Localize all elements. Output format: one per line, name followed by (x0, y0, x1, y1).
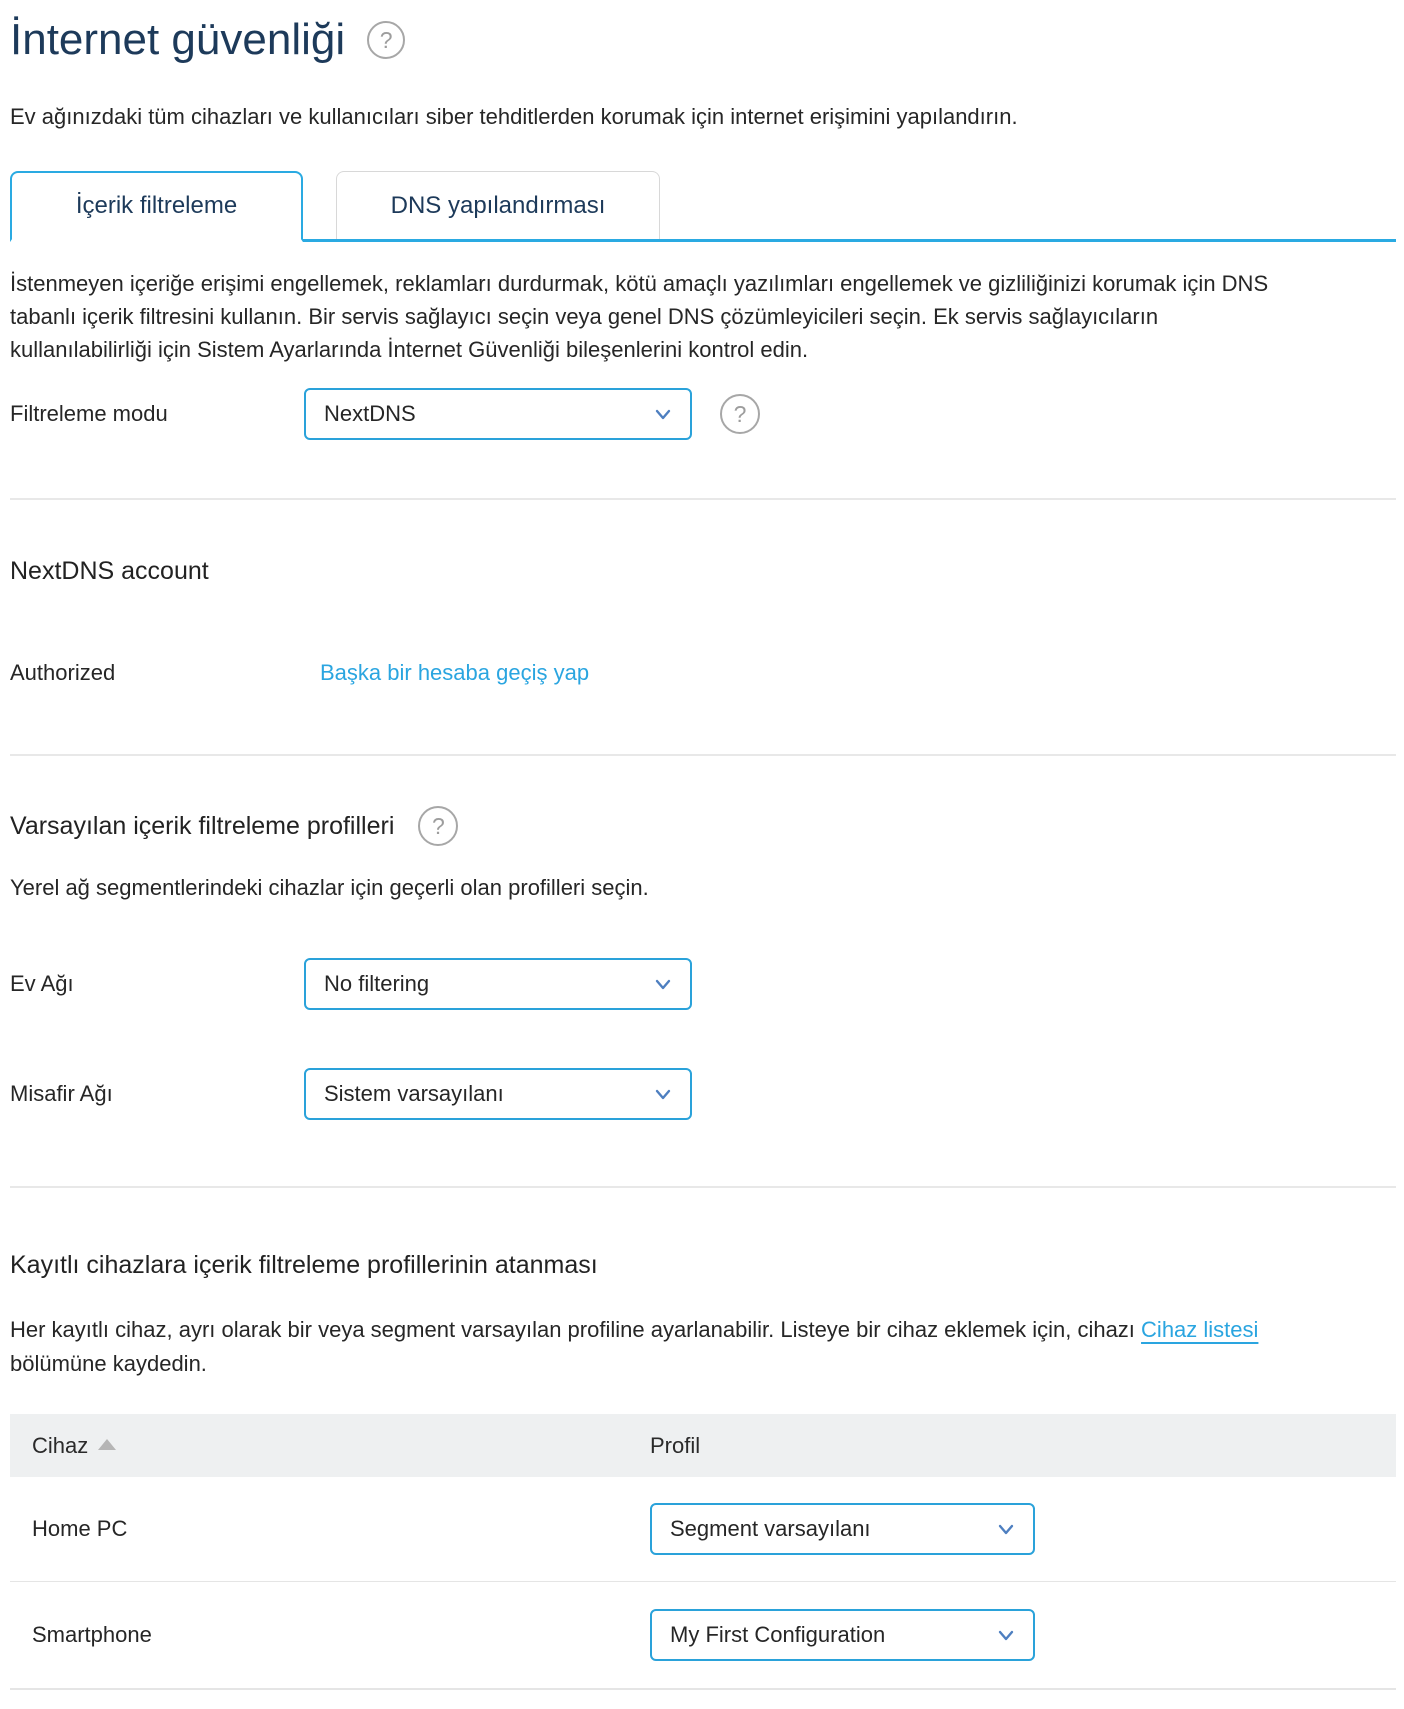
content-filtering-description: İstenmeyen içeriğe erişimi engellemek, reklamları durdurmak, kötü amaçlı yazılımları engellemek ve gizliliğinizi korumak için DNS tabanlı içerik filtresini kullanın. Bir servis sağlayıcı seçin veya genel DNS çözümleyicileri seçin. Ek servis sağlayıcıların kullanılabilirliği için Sistem Ayarlarında İnternet Güvenliği bileşenlerini kontrol edin. (10, 271, 1269, 362)
home-network-label: Ev Ağı (10, 971, 74, 996)
chevron-down-icon (652, 973, 674, 995)
chevron-down-icon (995, 1518, 1017, 1540)
filtering-mode-value: NextDNS (324, 401, 416, 426)
home-network-profile-value: No filtering (324, 971, 430, 996)
device-profile-select[interactable] (650, 1503, 1035, 1555)
device-profile-select[interactable] (650, 1609, 1035, 1661)
tab-bar (10, 171, 1396, 242)
device-profiles-description (10, 1313, 1296, 1381)
tab-label: İçerik filtreleme (75, 192, 238, 219)
filtering-mode-select[interactable] (304, 388, 692, 440)
chevron-down-icon (652, 1083, 674, 1105)
tab-label: DNS yapılandırması (390, 191, 606, 219)
description-text: Her kayıtlı cihaz, ayrı olarak bir veya segment varsayılan profiline ayarlanabilir. Listeye bir cihaz eklemek için, cihazı (10, 1317, 1135, 1342)
description-text: bölümüne kaydedin. (10, 1351, 207, 1376)
page-title: İnternet güvenliği (10, 15, 346, 64)
table-row (10, 1582, 1396, 1690)
guest-network-profile-select[interactable] (304, 1068, 692, 1120)
device-profile-value: Segment varsayılanı (670, 1516, 871, 1541)
default-profiles-header (10, 806, 1396, 846)
default-profiles-heading: Varsayılan içerik filtreleme profilleri (10, 812, 395, 840)
nextdns-account-heading: NextDNS account (10, 557, 209, 585)
column-header-label: Cihaz (32, 1432, 89, 1458)
sort-ascending-icon (98, 1439, 116, 1450)
device-profiles-heading: Kayıtlı cihazlara içerik filtreleme profillerinin atanması (10, 1251, 598, 1279)
divider (10, 1186, 1396, 1188)
guest-network-label: Misafir Ağı (10, 1081, 113, 1106)
chevron-down-icon (995, 1624, 1017, 1646)
help-icon[interactable]: ? (418, 806, 458, 846)
filtering-mode-label: Filtreleme modu (10, 401, 168, 426)
nextdns-account-row (10, 660, 1396, 686)
home-network-row (10, 958, 1396, 1010)
switch-account-link[interactable]: Başka bir hesaba geçiş yap (320, 660, 590, 685)
account-status: Authorized (10, 660, 116, 685)
divider (10, 754, 1396, 756)
guest-network-profile-value: Sistem varsayılanı (324, 1081, 504, 1106)
device-name: Home PC (32, 1516, 128, 1541)
device-profile-table (10, 1414, 1396, 1690)
column-header-profile: Profil (650, 1432, 701, 1458)
help-icon[interactable]: ? (720, 394, 760, 434)
filtering-mode-row (10, 388, 1396, 440)
guest-network-row (10, 1068, 1396, 1120)
device-profile-value: My First Configuration (670, 1622, 886, 1647)
page-header (10, 14, 1396, 66)
divider (10, 498, 1396, 500)
table-header (10, 1414, 1396, 1477)
help-icon[interactable]: ? (367, 21, 405, 59)
tab-dns-configuration[interactable] (336, 171, 660, 239)
table-row (10, 1477, 1396, 1582)
chevron-down-icon (652, 403, 674, 425)
home-network-profile-select[interactable] (304, 958, 692, 1010)
default-profiles-description: Yerel ağ segmentlerindeki cihazlar için geçerli olan profilleri seçin. (10, 875, 649, 900)
device-name: Smartphone (32, 1622, 152, 1647)
page-subtitle: Ev ağınızdaki tüm cihazları ve kullanıcıları siber tehditlerden korumak için internet erişimini yapılandırın. (10, 104, 1018, 129)
column-header-device[interactable] (32, 1433, 650, 1459)
device-list-link[interactable]: Cihaz listesi (1141, 1317, 1259, 1342)
tab-content-filtering[interactable] (10, 171, 303, 242)
